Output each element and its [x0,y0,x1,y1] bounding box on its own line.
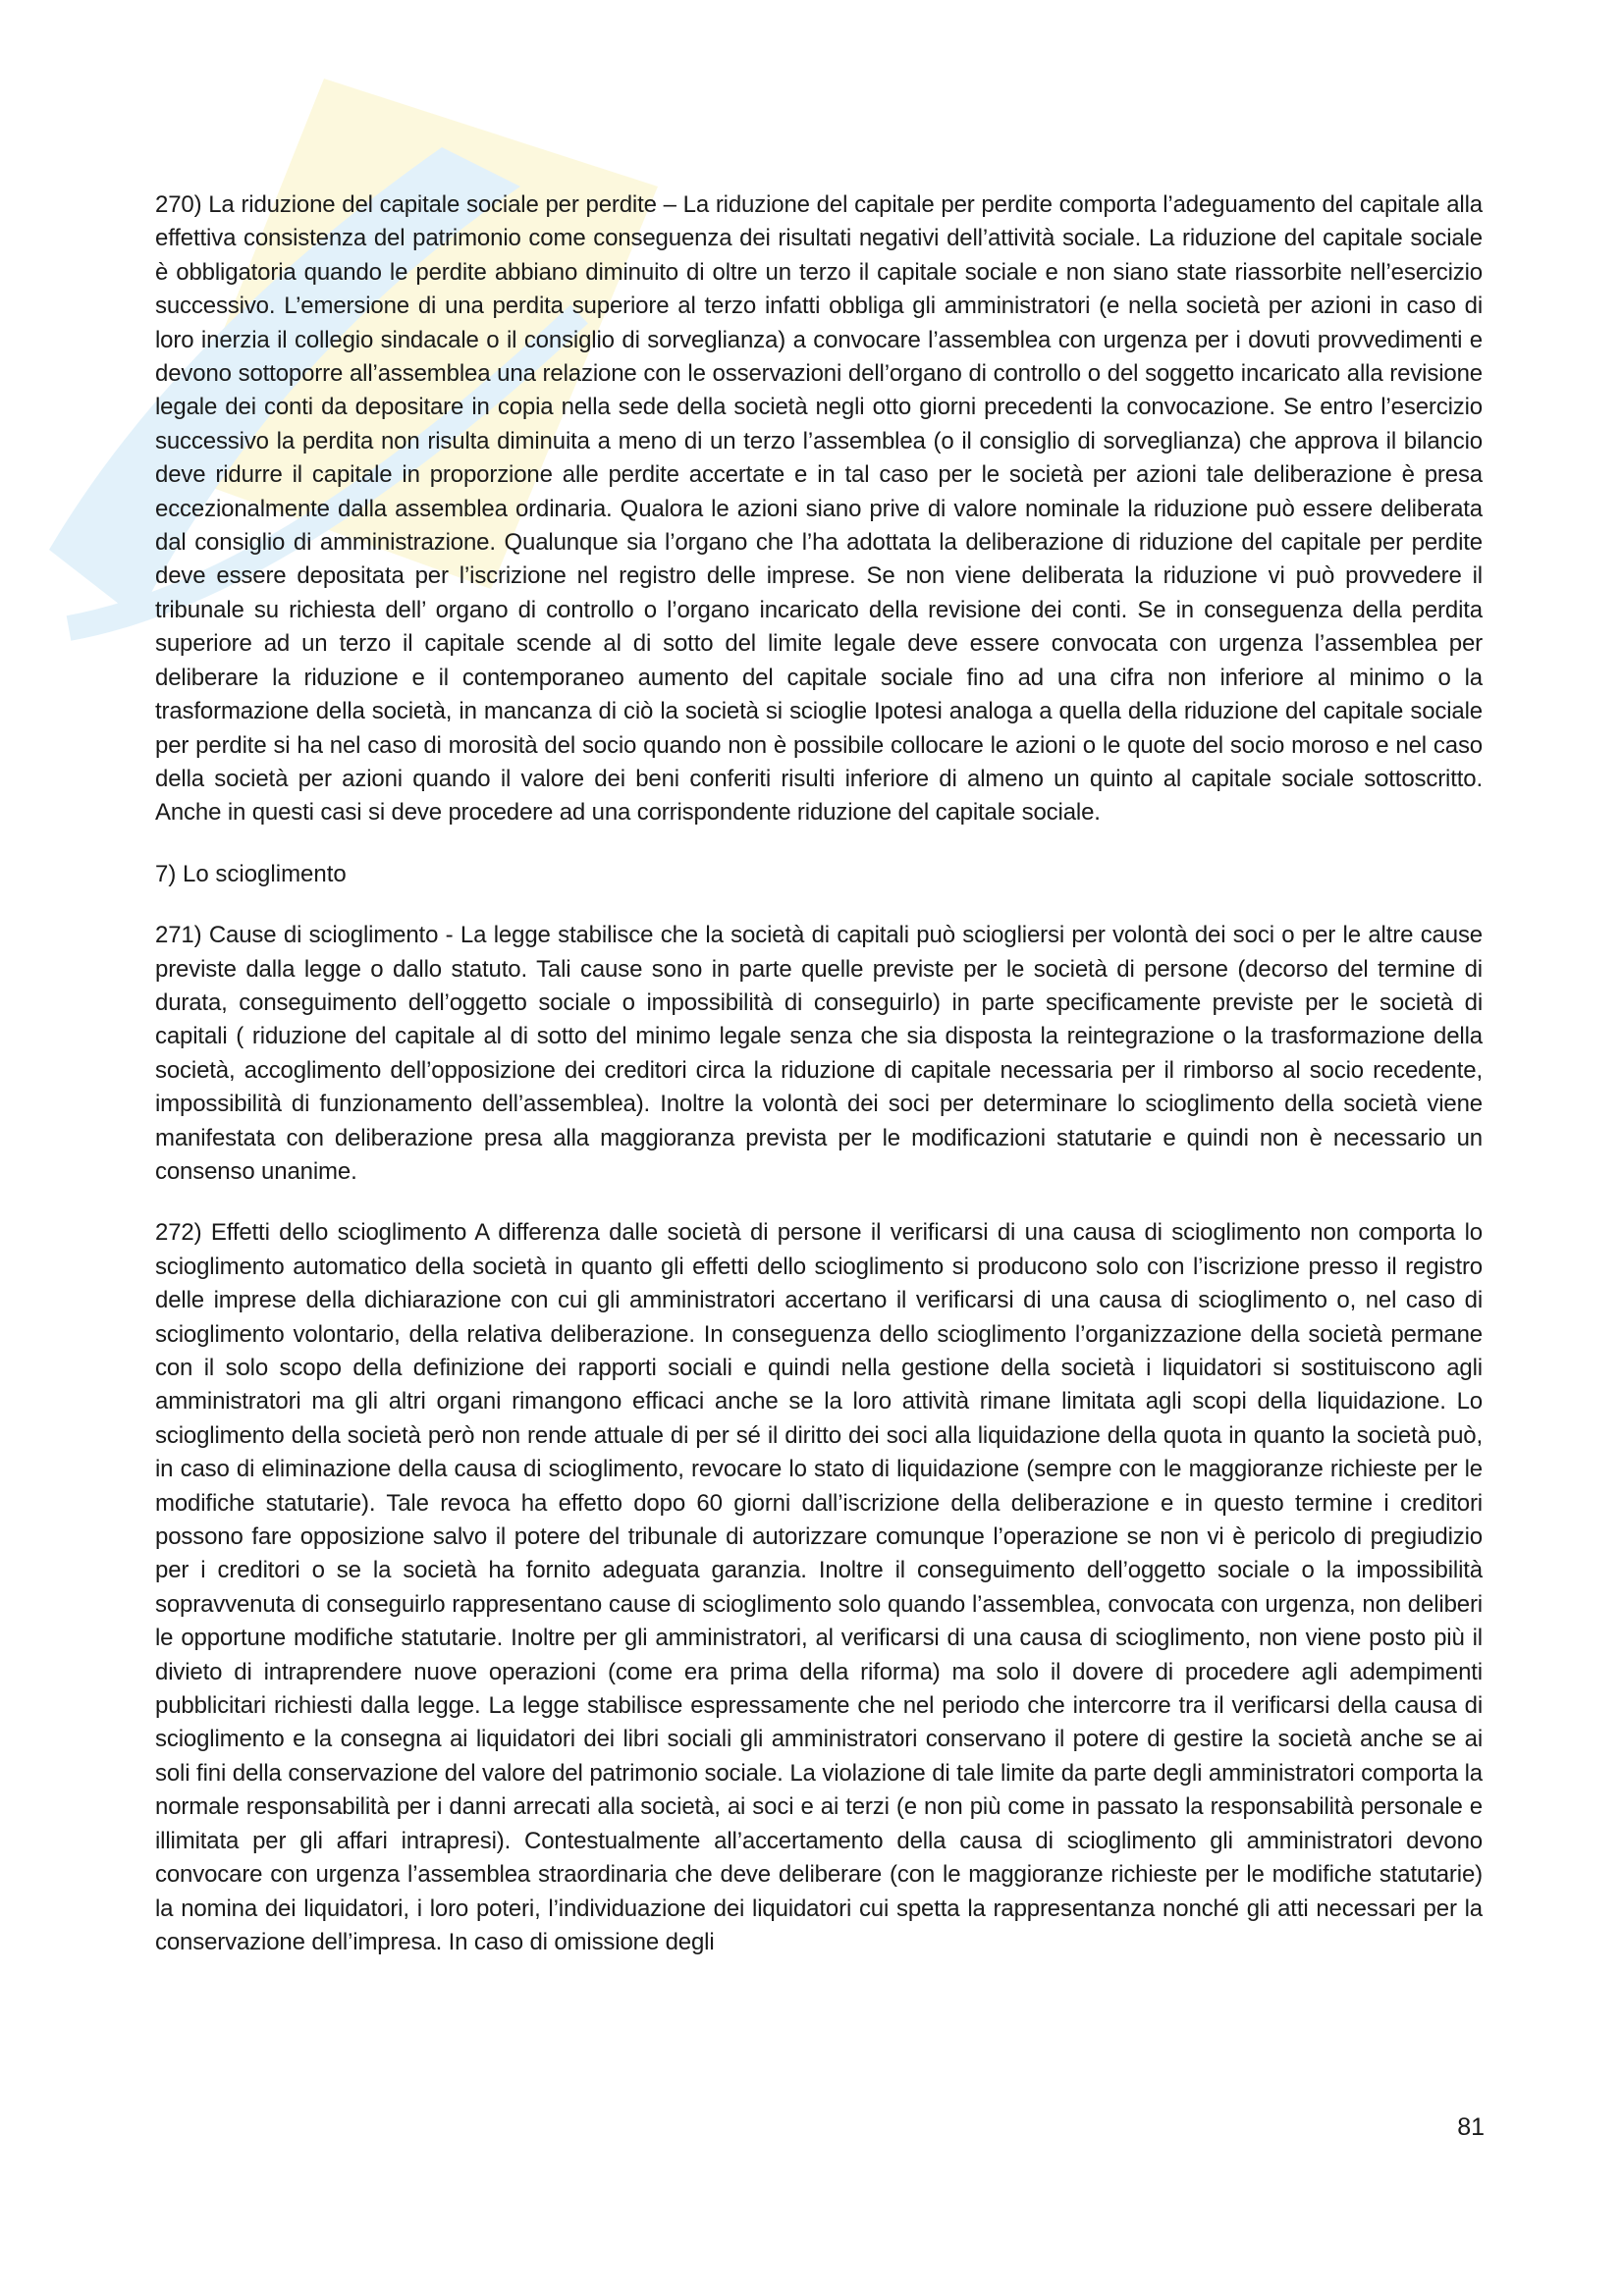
paragraph-272: 272) Effetti dello scioglimento A differenza dalle società di persone il verificarsi di una causa di scioglimento non comporta lo scioglimento automatico della società in quanto gli effetti dello scioglimento si producono solo con l’iscrizione presso il registro delle imprese della dichiarazione con cui gli amministratori accertano il verificarsi di una causa di scioglimento o, nel caso di scioglimento volontario, della relativa deliberazione. In conseguenza dello scioglimento l’organizzazione della società permane con il solo scopo della definizione dei rapporti sociali e quindi nella gestione della società i liquidatori si sostituiscono agli amministratori ma gli altri organi rimangono efficaci anche se la loro attività rimane limitata agli scopi della liquidazione. Lo scioglimento della società però non rende attuale di per sé il diritto dei soci alla liquidazione della quota in quanto la società può, in caso di eliminazione della causa di scioglimento, revocare lo stato di liquidazione (sempre con le maggioranze richieste per le modifiche statutarie). Tale revoca ha effetto dopo 60 giorni dall’iscrizione della deliberazione e in questo termine i creditori possono fare opposizione salvo il potere del tribunale di autorizzare comunque l’operazione se non vi è pericolo di pregiudizio per i creditori o se la società ha fornito adeguata garanzia. Inoltre il conseguimento dell’oggetto sociale o la impossibilità sopravvenuta di conseguirlo rappresentano cause di scioglimento solo quando l’assemblea, convocata con urgenza, non deliberi le opportune modifiche statutarie. Inoltre per gli amministratori, al verificarsi di una causa di scioglimento, non viene posto più il divieto di intraprendere nuove operazioni (come era prima della riforma) ma solo il dovere di procedere agli adempimenti pubblicitari richiesti dalla legge. La legge stabilisce espressamente che nel periodo che intercorre tra il verificarsi della causa di scioglimento e la consegna ai liquidatori dei libri sociali gli amministratori conservano il potere di gestire la società anche se ai soli fini della conservazione del valore del patrimonio sociale. La violazione di tale limite da parte degli amministratori comporta la normale responsabilità per i danni arrecati alla società, ai soci e ai terzi (e non più come in passato la responsabilità personale e illimitata per gli affari intrapresi). Contestualmente all’accertamento della causa di scioglimento gli amministratori devono convocare con urgenza l’assemblea straordinaria che deve deliberare (con le maggioranze richieste per le modifiche statutarie) la nomina dei liquidatori, i loro poteri, l’individuazione dei liquidatori cui spetta la rappresentanza nonché gli atti necessari per la conservazione dell’impresa. In caso di omissione degli [155,1219,1483,1955]
section-heading-scioglimento: 7) Lo scioglimento [155,860,347,887]
document-body [155,188,1483,1987]
paragraph-271: 271) Cause di scioglimento - La legge stabilisce che la società di capitali può sciogliersi per volontà dei soci o per le altre cause previste dalla legge o dallo statuto. Tali cause sono in parte quelle previste per le società di persone (decorso del termine di durata, conseguimento dell’oggetto sociale o impossibilità di conseguirlo) in parte specificamente previste per le società di capitali ( riduzione del capitale al di sotto del minimo legale senza che sia disposta la reintegrazione o la trasformazione della società, accoglimento dell’opposizione dei creditori circa la riduzione di capitale necessaria per il rimborso al socio recedente, impossibilità di funzionamento dell’assemblea). Inoltre la volontà dei soci per determinare lo scioglimento della società viene manifestata con deliberazione presa alla maggioranza prevista per le modificazioni statutarie e quindi non è necessario un consenso unanime. [155,922,1483,1185]
page-number: 81 [1457,2113,1485,2141]
paragraph-270: 270) La riduzione del capitale sociale per perdite – La riduzione del capitale per perdite comporta l’adeguamento del capitale alla effettiva consistenza del patrimonio come conseguenza dei risultati negativi dell’attività sociale. La riduzione del capitale sociale è obbligatoria quando le perdite abbiano diminuito di oltre un terzo il capitale sociale e non siano state riassorbite nell’esercizio successivo. L’emersione di una perdita superiore al terzo infatti obbliga gli amministratori (e nella società per azioni in caso di loro inerzia il collegio sindacale o il consiglio di sorveglianza) a convocare l’assemblea con urgenza per i dovuti provvedimenti e devono sottoporre all’assemblea una relazione con le osservazioni dell’organo di controllo o del soggetto incaricato alla revisione legale dei conti da depositare in copia nella sede della società negli otto giorni precedenti la convocazione. Se entro l’esercizio successivo la perdita non risulta diminuita a meno di un terzo l’assemblea (o il consiglio di sorveglianza) che approva il bilancio deve ridurre il capitale in proporzione alle perdite accertate e in tal caso per le società per azioni tale deliberazione è presa eccezionalmente dalla assemblea ordinaria. Qualora le azioni siano prive di valore nominale la riduzione può essere deliberata dal consiglio di amministrazione. Qualunque sia l’organo che l’ha adottata la deliberazione di riduzione del capitale per perdite deve essere depositata per l’iscrizione nel registro delle imprese. Se non viene deliberata la riduzione vi può provvedere il tribunale su richiesta dell’ organo di controllo o l’organo incaricato della revisione dei conti. Se in conseguenza della perdita superiore ad un terzo il capitale scende al di sotto del limite legale deve essere convocata con urgenza l’assemblea per deliberare la riduzione e il contemporaneo aumento del capitale sociale fino ad una cifra non inferiore al minimo o la trasformazione della società, in mancanza di ciò la società si scioglie Ipotesi analoga a quella della riduzione del capitale sociale per perdite si ha nel caso di morosità del socio quando non è possibile collocare le azioni o le quote del socio moroso e nel caso della società per azioni quando il valore dei beni conferiti risulti inferiore di almeno un quinto al capitale sociale sottoscritto. Anche in questi casi si deve procedere ad una corrispondente riduzione del capitale sociale. [155,191,1483,827]
